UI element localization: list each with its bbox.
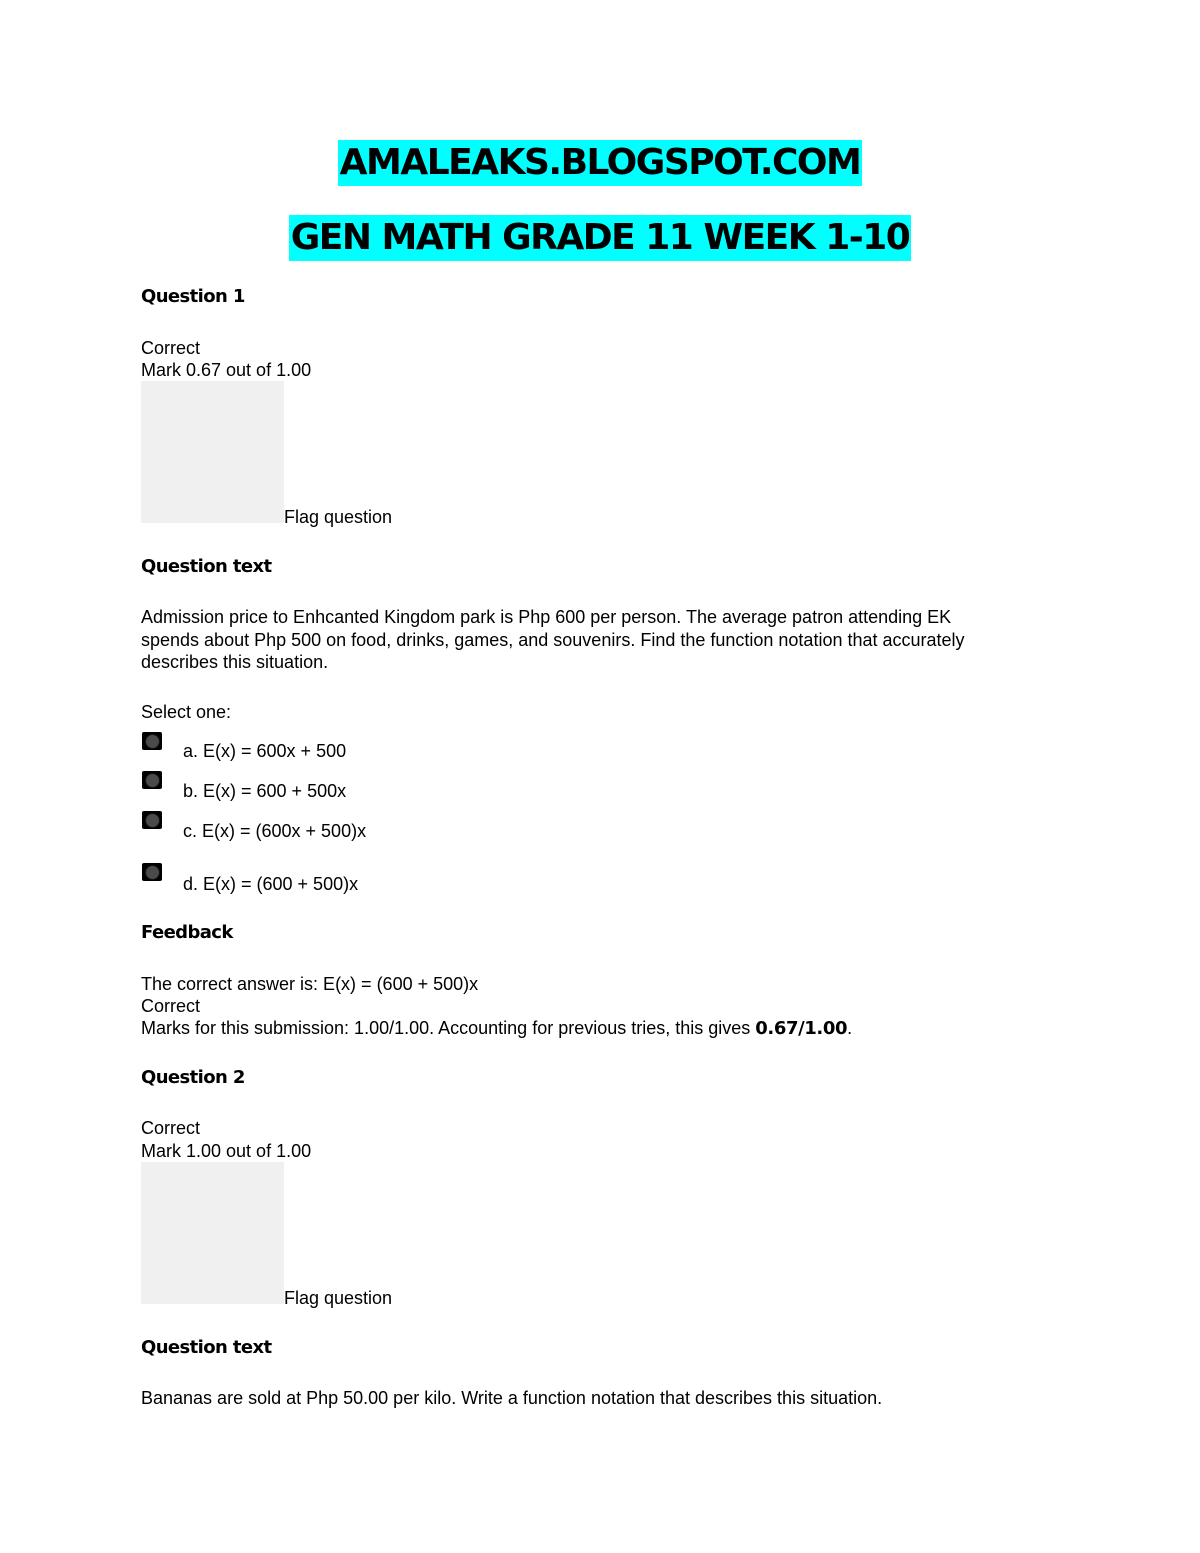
subject-title-wrap — [0, 215, 1200, 261]
correct-answer-text: The correct answer is: E(x) = (600 + 500)x — [141, 974, 479, 994]
question-2-heading: Question 2 — [141, 1067, 245, 1088]
marks-final-score: 0.67/1.00 — [755, 1018, 848, 1039]
question-1-text-line: spends about Php 500 on food, drinks, games, and souvenirs. Find the function notation that accurately — [141, 630, 965, 650]
option-b-label[interactable]: b. E(x) = 600 + 500x — [183, 781, 347, 801]
radio-option-d[interactable] — [142, 863, 162, 881]
radio-option-a[interactable] — [142, 732, 162, 750]
question-1-text-line: describes this situation. — [141, 652, 329, 672]
radio-dot-icon — [145, 734, 160, 749]
question-1-mark: Mark 0.67 out of 1.00 — [141, 360, 312, 380]
select-one-label: Select one: — [141, 702, 232, 722]
marks-summary-end: . — [847, 1018, 853, 1038]
radio-dot-icon — [145, 813, 160, 828]
marks-summary — [141, 1017, 852, 1041]
site-title-wrap — [0, 140, 1200, 186]
flag-image-placeholder[interactable] — [141, 1162, 284, 1304]
question-1-status: Correct — [141, 338, 201, 358]
subject-title: GEN MATH GRADE 11 WEEK 1-10 — [289, 215, 912, 261]
option-c-label[interactable]: c. E(x) = (600x + 500)x — [183, 821, 367, 841]
question-1-text-line: Admission price to Enhcanted Kingdom park is Php 600 per person. The average patron attending EK — [141, 607, 952, 627]
radio-dot-icon — [145, 865, 160, 880]
question-2-text-heading: Question text — [141, 1337, 272, 1358]
question-1-text-heading: Question text — [141, 556, 272, 577]
question-2-text-line: Bananas are sold at Php 50.00 per kilo. Write a function notation that describes this situation. — [141, 1388, 883, 1408]
flag-question-link[interactable]: Flag question — [284, 507, 393, 527]
radio-dot-icon — [145, 773, 160, 788]
feedback-status: Correct — [141, 996, 201, 1016]
flag-question-link[interactable]: Flag question — [284, 1288, 393, 1308]
radio-option-c[interactable] — [142, 811, 162, 829]
question-2-mark: Mark 1.00 out of 1.00 — [141, 1141, 312, 1161]
flag-image-placeholder[interactable] — [141, 381, 284, 523]
radio-option-b[interactable] — [142, 771, 162, 789]
option-a-label[interactable]: a. E(x) = 600x + 500 — [183, 741, 347, 761]
question-1-heading: Question 1 — [141, 286, 245, 307]
marks-summary-text: Marks for this submission: 1.00/1.00. Accounting for previous tries, this gives — [141, 1018, 756, 1038]
question-2-status: Correct — [141, 1118, 201, 1138]
option-d-label[interactable]: d. E(x) = (600 + 500)x — [183, 874, 359, 894]
site-title: AMALEAKS.BLOGSPOT.COM — [338, 140, 863, 186]
feedback-heading: Feedback — [141, 922, 233, 943]
